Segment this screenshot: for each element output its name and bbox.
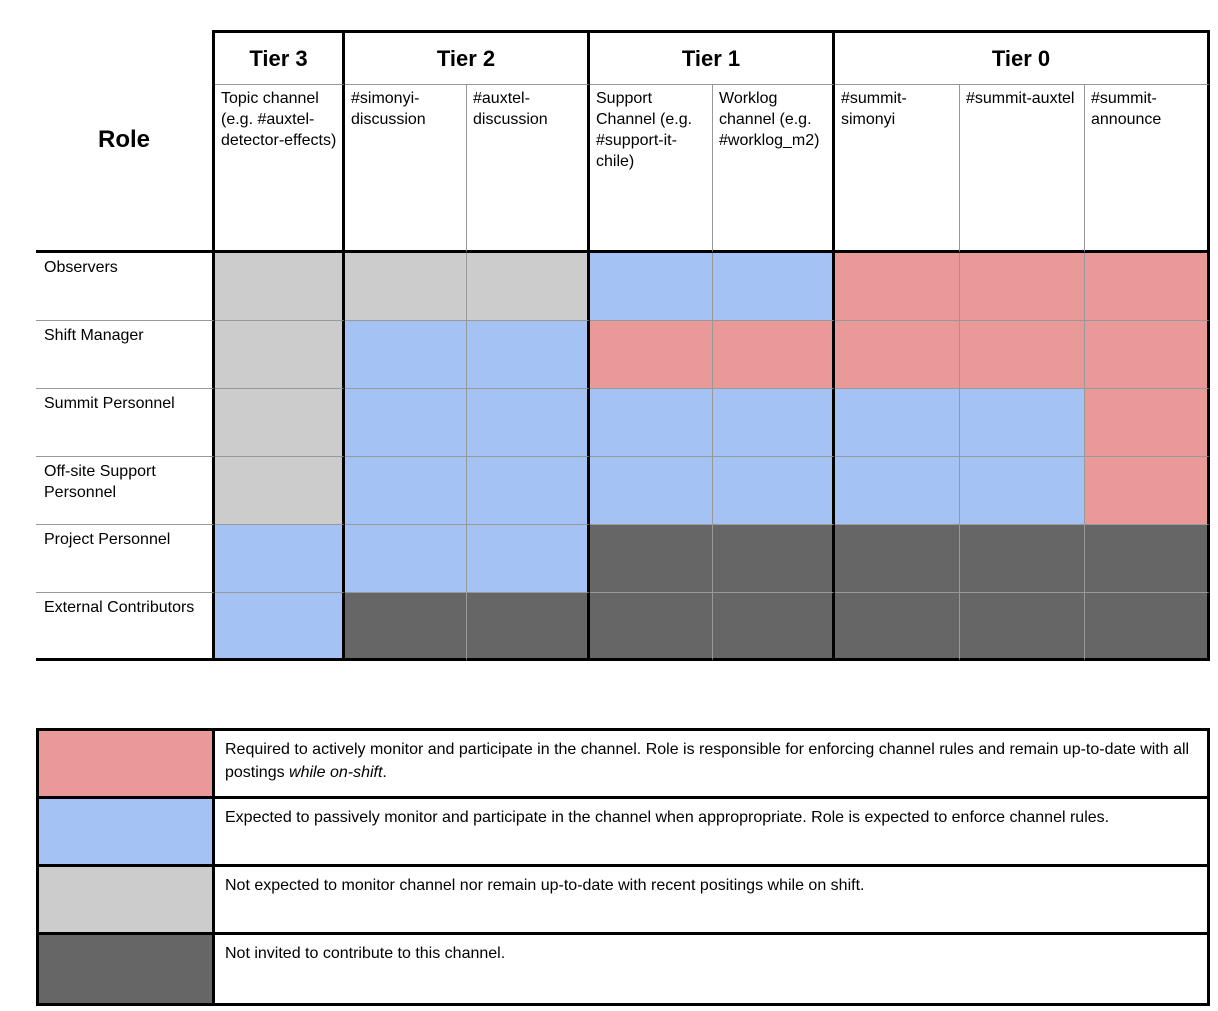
matrix-cell-dark-gray (467, 593, 590, 661)
matrix-cell-blue (467, 321, 590, 389)
matrix-cell-blue (467, 525, 590, 593)
matrix-cell-light-gray (215, 253, 345, 321)
legend-table (36, 728, 1210, 1006)
matrix-cell-blue (345, 389, 467, 457)
tier-header-tier-0: Tier 0 (835, 30, 1210, 85)
channel-header: Support Channel (e.g. #support-it-chile) (590, 85, 713, 253)
channel-header: #summit-simonyi (835, 85, 960, 253)
tier-header-tier-3: Tier 3 (215, 30, 345, 85)
legend-text: Expected to passively monitor and participate in the channel when appropropriate. Role is expected to enforce channel rules. (215, 799, 1207, 867)
matrix-cell-blue (345, 525, 467, 593)
matrix-cell-red (590, 321, 713, 389)
matrix-cell-red (835, 321, 960, 389)
matrix-cell-dark-gray (835, 593, 960, 661)
matrix-cell-red (1085, 389, 1210, 457)
matrix-cell-light-gray (215, 389, 345, 457)
matrix-cell-light-gray (467, 253, 590, 321)
matrix-cell-blue (713, 253, 835, 321)
matrix-cell-blue (467, 389, 590, 457)
matrix-cell-dark-gray (345, 593, 467, 661)
matrix-cell-red (1085, 253, 1210, 321)
role-label: Summit Personnel (36, 389, 215, 457)
legend-text: Required to actively monitor and participate in the channel. Role is responsible for enforcing channel rules and remain up-to-date with all postings while on-shift. (215, 731, 1207, 799)
channel-header: #simonyi-discussion (345, 85, 467, 253)
role-label: Shift Manager (36, 321, 215, 389)
matrix-cell-blue (713, 457, 835, 525)
matrix-cell-red (960, 321, 1085, 389)
matrix-cell-dark-gray (713, 593, 835, 661)
role-label: Project Personnel (36, 525, 215, 593)
matrix-cell-blue (215, 593, 345, 661)
matrix-cell-blue (960, 457, 1085, 525)
matrix-cell-dark-gray (960, 593, 1085, 661)
matrix-cell-blue (467, 457, 590, 525)
legend-text: Not invited to contribute to this channel. (225, 945, 506, 962)
tier-header-tier-2: Tier 2 (345, 30, 590, 85)
role-label: External Contributors (36, 593, 215, 661)
matrix-cell-blue (590, 253, 713, 321)
matrix-cell-red (713, 321, 835, 389)
channel-header: Worklog channel (e.g. #worklog_m2) (713, 85, 835, 253)
matrix-cell-dark-gray (590, 525, 713, 593)
matrix-cell-dark-gray (960, 525, 1085, 593)
channel-header: #auxtel-discussion (467, 85, 590, 253)
legend-swatch-dark-gray (39, 935, 215, 1003)
matrix-cell-blue (835, 457, 960, 525)
role-label: Off-site Support Personnel (36, 457, 215, 525)
channel-header: #summit-auxtel (960, 85, 1085, 253)
matrix-cell-blue (960, 389, 1085, 457)
legend-text: Not expected to monitor channel nor remain up-to-date with recent positings while on shift. (215, 867, 1207, 935)
matrix-cell-light-gray (215, 457, 345, 525)
channel-header: Topic channel (e.g. #auxtel-detector-effects) (215, 85, 345, 253)
matrix-cell-dark-gray (835, 525, 960, 593)
matrix-cell-blue (713, 389, 835, 457)
tier-header-tier-1: Tier 1 (590, 30, 835, 85)
role-label: Observers (36, 253, 215, 321)
matrix-cell-blue (835, 389, 960, 457)
role-column-header: Role (36, 30, 215, 253)
legend-swatch-light-gray (39, 867, 215, 935)
matrix-cell-red (835, 253, 960, 321)
matrix-cell-red (1085, 321, 1210, 389)
matrix-cell-blue (345, 457, 467, 525)
matrix-cell-dark-gray (1085, 593, 1210, 661)
role-channel-matrix (36, 30, 1210, 661)
legend-swatch-red (39, 731, 215, 799)
matrix-cell-blue (345, 321, 467, 389)
channel-header: #summit-announce (1085, 85, 1210, 253)
matrix-cell-dark-gray (713, 525, 835, 593)
matrix-cell-light-gray (345, 253, 467, 321)
legend-swatch-blue (39, 799, 215, 867)
matrix-cell-blue (590, 389, 713, 457)
matrix-cell-dark-gray (1085, 525, 1210, 593)
matrix-cell-red (1085, 457, 1210, 525)
matrix-cell-dark-gray (590, 593, 713, 661)
matrix-cell-red (960, 253, 1085, 321)
matrix-cell-blue (590, 457, 713, 525)
matrix-cell-blue (215, 525, 345, 593)
matrix-cell-light-gray (215, 321, 345, 389)
